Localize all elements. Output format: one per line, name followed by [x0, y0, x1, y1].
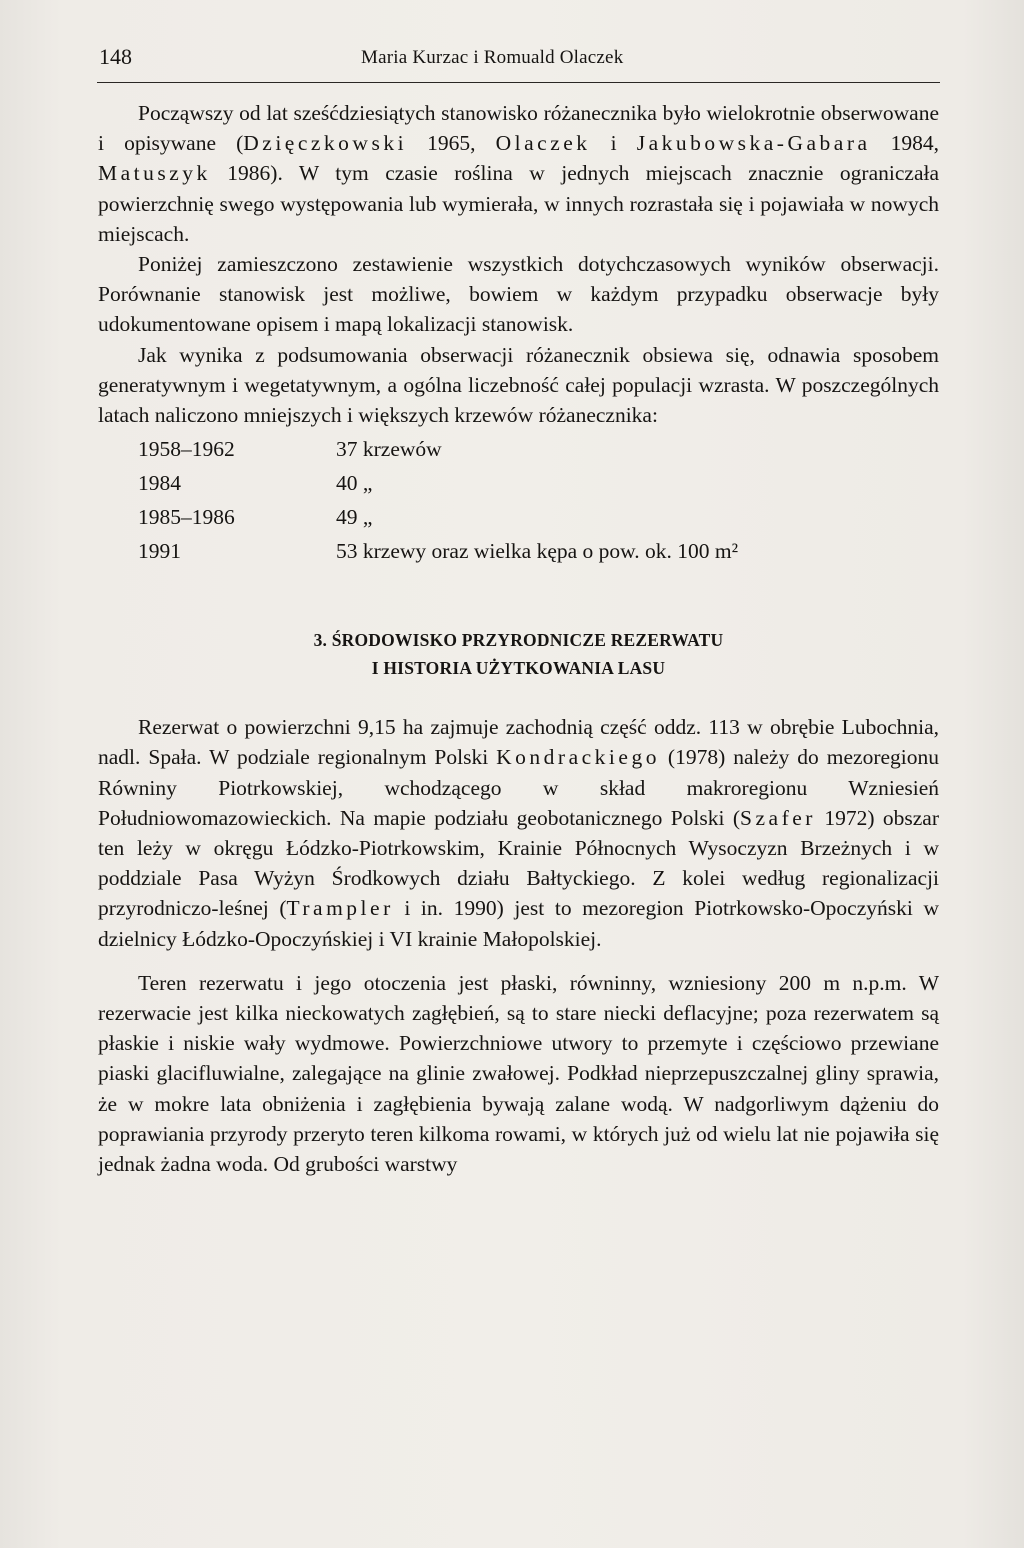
years-cell: 1958–1962 — [138, 437, 235, 462]
section-heading-line-2: I HISTORIA UŻYTKOWANIA LASU — [371, 658, 666, 679]
text-span: i in. 1990) jest to mezoregion Piotrkowsko-Opoczyński w dzielnicy Łódzko-Opoczyńskiej i VI krainie Małopolskiej. — [98, 896, 939, 951]
table-row — [98, 500, 939, 534]
text-span: 1984, — [870, 131, 939, 156]
text-span: Rezerwat o powierzchni 9,15 ha zajmuje zachodnią część oddz. 113 w obrębie Lubochnia, nadl. Spała. W podziale regionalnym Polski — [98, 715, 939, 770]
page-header — [97, 38, 940, 83]
author-name: Trampler — [286, 896, 394, 921]
count-cell: 40 „ — [336, 471, 373, 496]
counts-table — [98, 432, 939, 568]
text-span: (1978) należy do mezoregionu Równiny Piotrkowskiej, wchodzącego w skład makroregionu Wzniesień Południowomazowieckich. Na mapie podziału geobotanicznego Polski ( — [98, 745, 940, 830]
paragraph-2: Poniżej zamieszczono zestawienie wszystkich dotychczasowych wyników obserwacji. Porównanie stanowisk jest możliwe, bowiem w każdym przypadku obserwacje były udokumentowane opisem i mapą lokalizacji stanowisk. — [98, 252, 939, 337]
text-span: 1965, — [407, 131, 496, 156]
paragraph-4 — [98, 712, 939, 954]
years-cell: 1991 — [138, 539, 181, 564]
count-cell: 37 krzewów — [336, 437, 442, 462]
table-row — [98, 534, 939, 568]
text-span: i — [590, 131, 637, 156]
paragraph-1 — [98, 98, 939, 249]
text-span: Począwszy od lat sześćdziesiątych stanowisko różanecznika było wielokrotnie obserwowane i opisywane ( — [98, 101, 939, 156]
text-span: 1986). W tym czasie roślina w jednych miejscach znacznie ograniczała powierzchnię swego występowania lub wymierała, w innych rozrastała się i pojawiała w nowych miejscach. — [98, 161, 939, 246]
author-name: Jakubowska-Gabara — [636, 131, 871, 156]
table-row — [98, 466, 939, 500]
author-name: Matuszyk — [98, 161, 211, 186]
author-name: Szafer — [740, 805, 816, 830]
table-row — [98, 432, 939, 466]
author-name: Dzięczkowski — [243, 131, 408, 156]
count-cell: 49 „ — [336, 505, 373, 530]
years-cell: 1984 — [138, 471, 181, 496]
count-cell: 53 krzewy oraz wielka kępa o pow. ok. 100 m² — [336, 539, 739, 564]
paragraph-5: Teren rezerwatu i jego otoczenia jest płaski, równinny, wzniesiony 200 m n.p.m. W rezerwacie jest kilka nieckowatych zagłębień, są to stare niecki deflacyjne; poza rezerwatem są płaskie i niskie wały wydmowe. Powierzchniowe utwory to przemyte i częściowo przewiane piaski glacifluwialne, zalegające na glinie zwałowej. Podkład nieprzepuszczalnej gliny sprawia, że w mokre lata obniżenia i zagłębienia bywają zalane wodą. W nadgorliwym dążeniu do poprawiania przyrody przeryto teren kilkoma rowami, w których już od wielu lat nie pojawiła się jednak żadna woda. Od grubości warstwy — [98, 970, 939, 1177]
text-span: 1972) obszar ten leży w okręgu Łódzko-Piotrkowskim, Krainie Północnych Wysoczyzn Brzeżnych i w poddziale Pasa Wyżyn Środkowych działu Bałtyckiego. Z kolei według regionalizacji przyrodniczo-leśnej ( — [98, 805, 939, 921]
section-heading — [98, 626, 939, 682]
author-name: Kondrackiego — [496, 745, 660, 770]
years-cell: 1985–1986 — [138, 505, 235, 530]
paragraph-3: Jak wynika z podsumowania obserwacji różanecznik obsiewa się, odnawia sposobem generatywnym i wegetatywnym, a ogólna liczebność całej populacji wzrasta. W poszczególnych latach naliczono mniejszych i większych krzewów różanecznika: — [98, 342, 939, 428]
running-head: Maria Kurzac i Romuald Olaczek — [361, 47, 624, 68]
author-name: Olaczek — [495, 131, 591, 156]
page-number: 148 — [99, 44, 132, 69]
article-body — [98, 98, 939, 1179]
section-heading-line-1: 3. ŚRODOWISKO PRZYRODNICZE REZERWATU — [313, 630, 724, 651]
